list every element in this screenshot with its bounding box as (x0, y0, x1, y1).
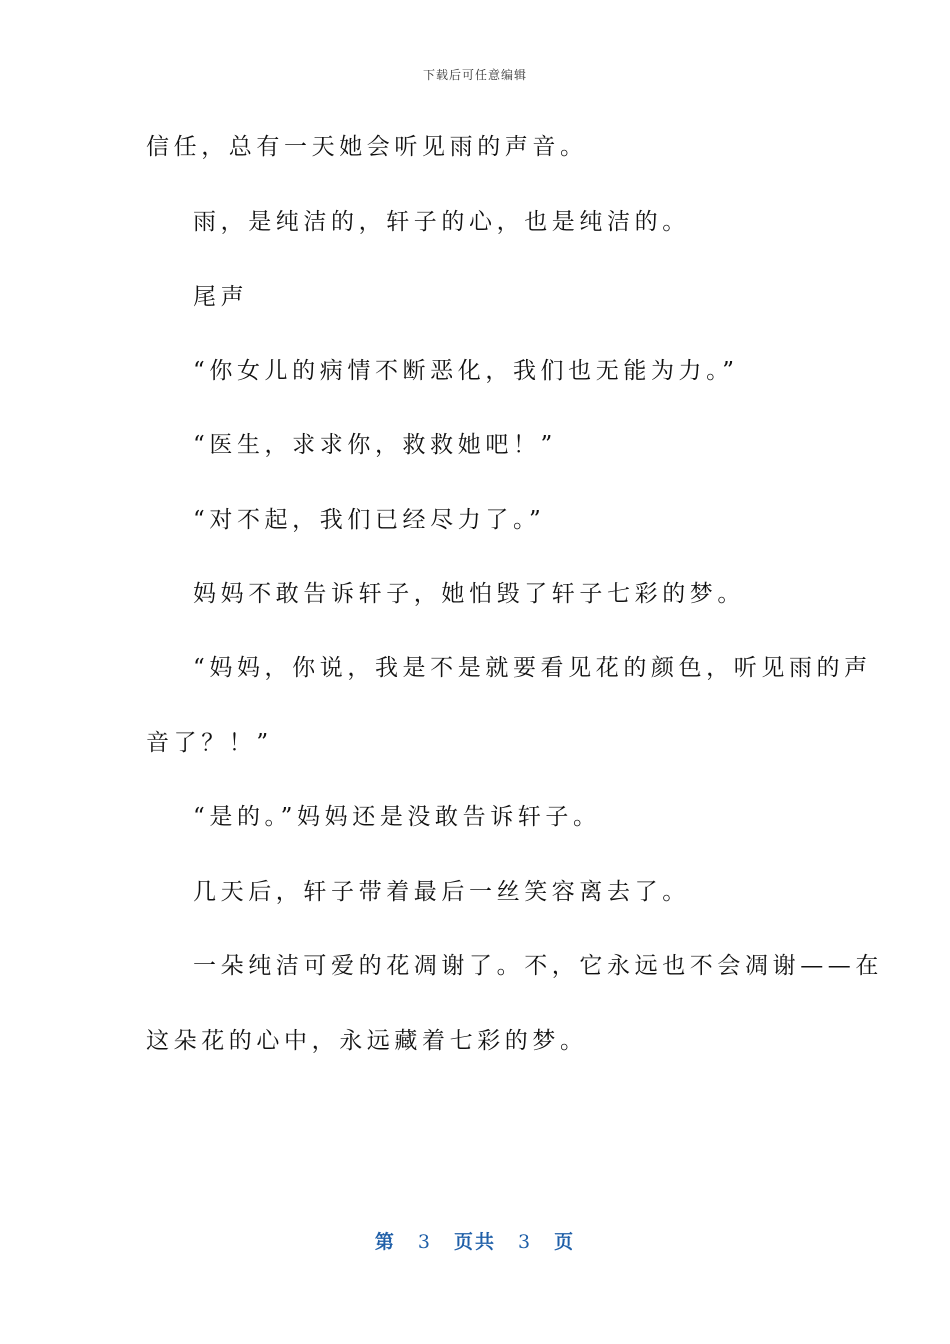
paragraph-line: 这朵花的心中，永远藏着七彩的梦。 (146, 1028, 588, 1054)
paragraph-line: “医生，求求你，救救她吧！” (193, 432, 557, 458)
footer-middle: 页共 (453, 1231, 496, 1253)
paragraph-line: “对不起，我们已经尽力了。” (193, 507, 546, 533)
paragraph-line: “是的。”妈妈还是没敢告诉轩子。 (193, 804, 601, 830)
paragraph-line: “你女儿的病情不断恶化，我们也无能为力。” (193, 358, 739, 384)
paragraph-line: “妈妈，你说，我是不是就要看见花的颜色，听见雨的声 (193, 655, 872, 681)
paragraph-line: 雨，是纯洁的，轩子的心，也是纯洁的。 (193, 209, 690, 235)
section-heading: 尾声 (193, 284, 249, 310)
paragraph-line: 一朵纯洁可爱的花凋谢了。不，它永远也不会凋谢——在 (193, 953, 883, 979)
footer-suffix: 页 (554, 1231, 576, 1253)
paragraph-line: 妈妈不敢告诉轩子，她怕毁了轩子七彩的梦。 (193, 581, 745, 607)
paragraph-line: 音了？！” (146, 730, 273, 756)
paragraph-line: 信任，总有一天她会听见雨的声音。 (146, 134, 588, 160)
paragraph-line: 几天后，轩子带着最后一丝笑容离去了。 (193, 879, 690, 905)
page-footer (0, 1227, 950, 1254)
footer-prefix: 第 (374, 1231, 396, 1253)
header-note: 下载后可任意编辑 (422, 68, 527, 82)
total-pages-number: 3 (518, 1231, 533, 1253)
current-page-number: 3 (417, 1231, 432, 1253)
